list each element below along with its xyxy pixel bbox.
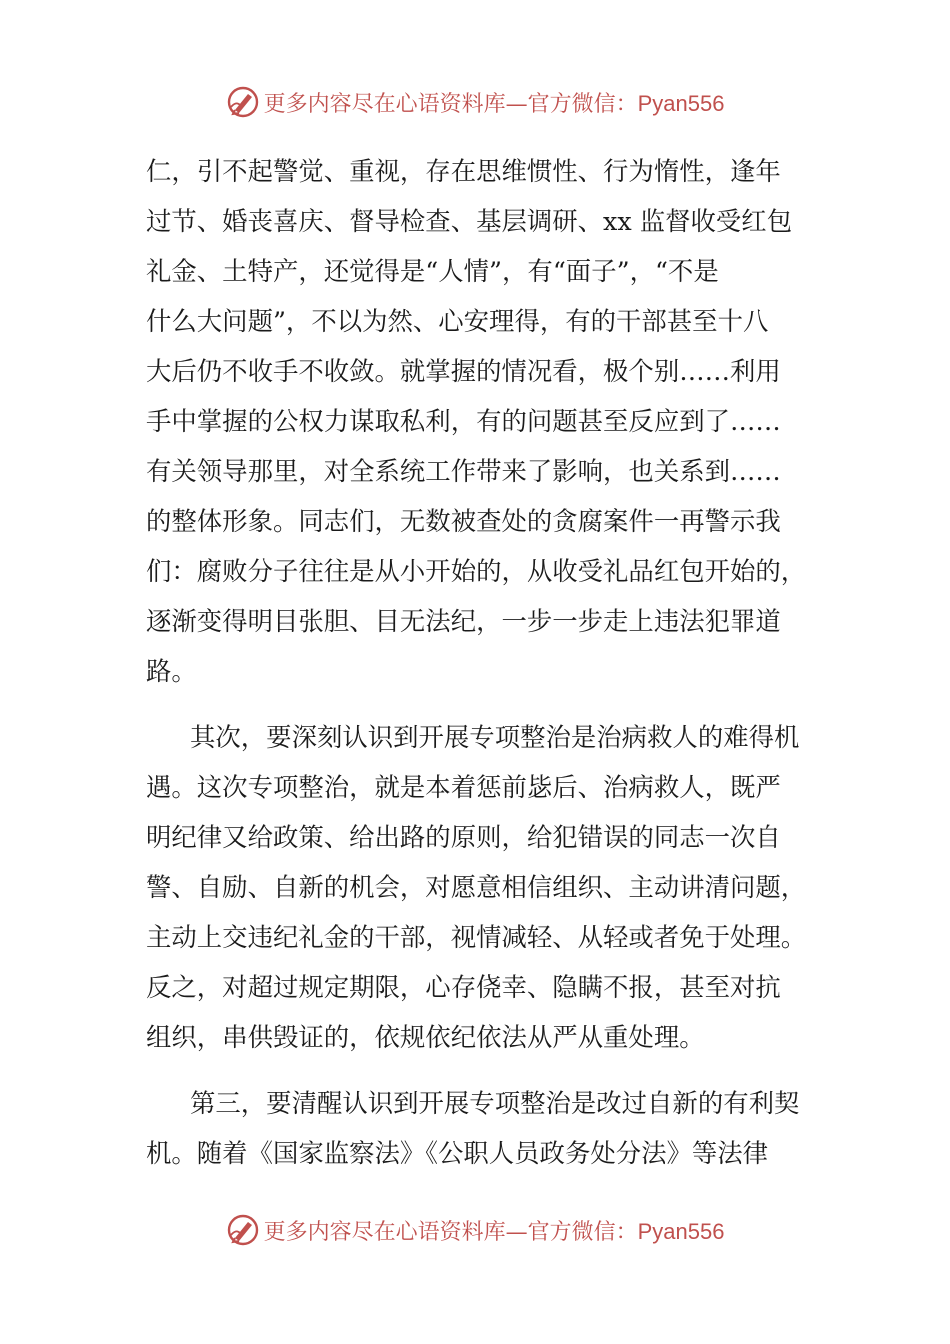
- text-line: 们：腐败分子往往是从小开始的，从收受礼品红包开始的，: [146, 556, 807, 586]
- text-line: 什么大问题”，不以为然、心安理得，有的干部甚至十八: [146, 306, 769, 336]
- text-line: 第三，要清醒认识到开展专项整治是改过自新的有利契: [190, 1088, 800, 1118]
- banner-text-wechat-id: Pyan556: [637, 1218, 725, 1244]
- text-line: 逐渐变得明目张胆、目无法纪，一步一步走上违法犯罪道: [146, 606, 781, 636]
- text-line: 大后仍不收手不收敛。就掌握的情况看，极个别……利用: [146, 356, 781, 386]
- text-line: 手中掌握的公权力谋取私利，有的问题甚至反应到了……: [146, 406, 781, 436]
- text-line: 遇。这次专项整治，就是本着惩前毖后、治病救人，既严: [146, 772, 781, 802]
- pen-nib-logo-icon: [226, 85, 260, 119]
- text-line: 机。随着《国家监察法》《公职人员政务处分法》等法律: [146, 1138, 769, 1168]
- text-line: 仁，引不起警觉、重视，存在思维惯性、行为惰性，逢年: [146, 156, 781, 186]
- text-line: 警、自励、自新的机会，对愿意相信组织、主动讲清问题，: [146, 872, 807, 902]
- footer-watermark-banner: [0, 1210, 950, 1250]
- text-line: 反之，对超过规定期限，心存侥幸、隐瞒不报，甚至对抗: [146, 972, 781, 1002]
- header-watermark-banner: [0, 82, 950, 122]
- pen-nib-logo-icon: [226, 1213, 260, 1247]
- text-line: 礼金、土特产，还觉得是“人情”，有“面子”，“不是: [146, 256, 719, 286]
- banner-text-wechat-id: Pyan556: [637, 90, 725, 116]
- text-line: 其次，要深刻认识到开展专项整治是治病救人的难得机: [190, 722, 800, 752]
- text-line: 主动上交违纪礼金的干部，视情减轻、从轻或者免于处理。: [146, 922, 807, 952]
- text-line: 的整体形象。同志们，无数被查处的贪腐案件一再警示我: [146, 506, 781, 536]
- text-line: 路。: [146, 656, 197, 686]
- text-line: 过节、婚丧喜庆、督导检查、基层调研、xx 监督收受红包: [146, 206, 793, 236]
- text-line: 明纪律又给政策、给出路的原则，给犯错误的同志一次自: [146, 822, 781, 852]
- banner-text-cn: 更多内容尽在心语资料库—官方微信：: [263, 91, 638, 117]
- text-line: 组织，串供毁证的，依规依纪依法从严从重处理。: [146, 1022, 705, 1052]
- text-line: 有关领导那里，对全系统工作带来了影响，也关系到……: [146, 456, 781, 486]
- banner-text-cn: 更多内容尽在心语资料库—官方微信：: [263, 1219, 638, 1245]
